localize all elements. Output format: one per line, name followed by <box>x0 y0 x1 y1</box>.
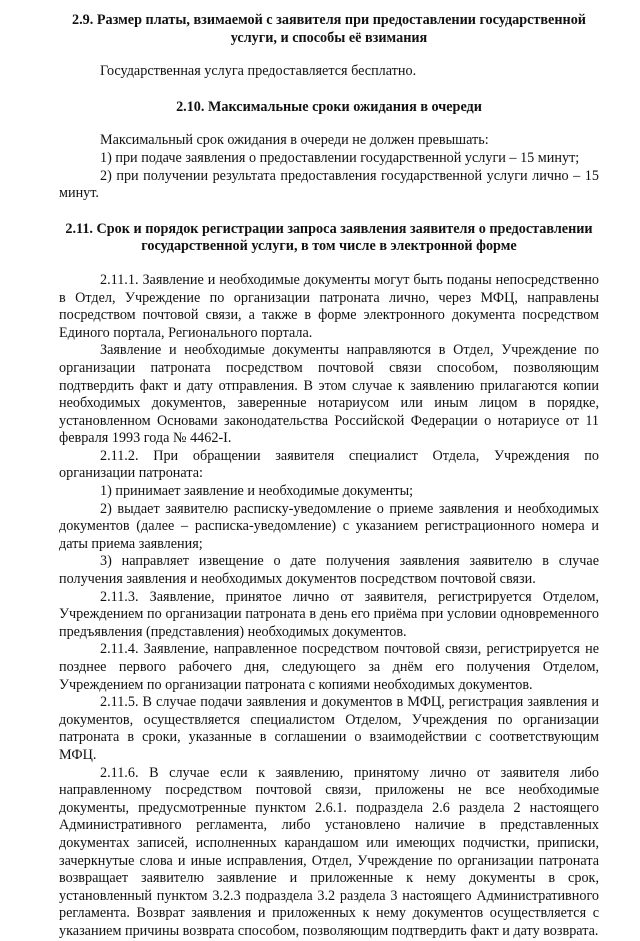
section-heading: 2.10. Максимальные сроки ожидания в очереди <box>176 98 482 115</box>
paragraph: 2) выдает заявителю расписку-уведомление о приеме заявления и необходимых документов (далее – расписка-уведомление) с указанием регистрационного номера и даты приема заявления; <box>59 500 599 552</box>
paragraph: Государственная услуга предоставляется бесплатно. <box>100 63 417 80</box>
paragraph: 1) при подаче заявления о предоставлении государственной услуги – 15 минут; <box>100 149 580 166</box>
paragraph: 2.11.1. Заявление и необходимые документы могут быть поданы непосредственно в Отдел, Учреждение по организации патроната лично, через МФЦ, направлены посредством почтовой связи, а также в форме электронного документа посредством Единого портала, Регионального портала. <box>59 271 599 341</box>
section-heading: 2.9. Размер платы, взимаемой с заявителя при предоставлении государственной услуги, и способы её взимания <box>72 12 586 46</box>
paragraph: 2.11.6. В случае если к заявлению, принятому лично от заявителя либо направленному посредством почтовой связи, приложены не все необходимые документы, предусмотренные пунктом 2.6.1. подраздела 2.6 раздела 2 настоящего Административного регламента, либо установлено наличие в представленных документах записей, исполненных карандашом или имеющих подчистки, приписки, зачеркнутые слова и иные исправления, Отдел, Учреждение по организации патроната возвращает заявителю заявление и приложенные к нему документы в срок, установленный пунктом 3.2.3 подраздела 3.2 раздела 3 настоящего Административного регламента. Возврат заявления и приложенных к нему документов осуществляется с указанием причины возврата способом, позволяющим подтвердить факт и дату возврата. <box>59 764 599 939</box>
paragraph: 2) при получении результата предоставления государственной услуги лично – 15 минут. <box>59 167 599 202</box>
section-2-11 <box>59 221 599 941</box>
paragraph: Максимальный срок ожидания в очереди не должен превышать: <box>100 132 489 149</box>
paragraph: 2.11.3. Заявление, принятое лично от заявителя, регистрируется Отделом, Учреждением по организации патроната в день его приёма при условии одновременного предъявления (представления) необходимых документов. <box>59 588 599 640</box>
paragraph: 2.11.5. В случае подачи заявления и документов в МФЦ, регистрация заявления и документов, осуществляется специалистом Отделом, Учреждения по организации патроната в сроки, указанные в соглашении о взаимодействии с соответствующим МФЦ. <box>59 694 599 763</box>
paragraph: 2.11.2. При обращении заявителя специалист Отдела, Учреждения по организации патроната: <box>59 447 599 482</box>
paragraph: Заявление и необходимые документы направляются в Отдел, Учреждение по организации патроната посредством почтовой связи способом, позволяющим подтвердить факт и дату отправления. В этом случае к заявлению прилагаются копии необходимых документов, заверенные нотариусом или иным лицом в порядке, установленном Основами законодательства Российской Федерации о нотариусе от 11 февраля 1993 года № 4462-I. <box>59 342 599 447</box>
paragraph: 1) принимает заявление и необходимые документы; <box>100 483 414 500</box>
document-page <box>59 12 599 941</box>
section-2-9 <box>59 12 599 81</box>
paragraph: 3) направляет извещение о дате получения заявления заявителю в случае получения заявления и необходимых документов посредством почтовой связи. <box>59 553 599 588</box>
section-2-10 <box>59 99 599 203</box>
section-heading: 2.11. Срок и порядок регистрации запроса заявления заявителя о предоставлении государственной услуги, в том числе в электронной форме <box>65 220 593 255</box>
paragraph: 2.11.4. Заявление, направленное посредством почтовой связи, регистрируется не позднее первого рабочего дня, следующего за днём его получения Отделом, Учреждением по организации патроната с копиями необходимых документов. <box>59 641 599 693</box>
